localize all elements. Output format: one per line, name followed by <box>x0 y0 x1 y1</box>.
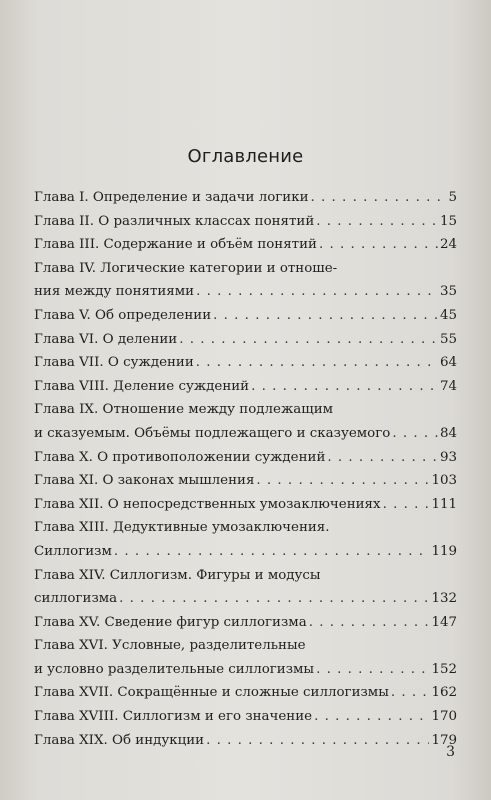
toc-entry-text: Глава IV. Логические категории и отноше- <box>34 260 338 276</box>
toc-leader-dots <box>314 705 429 729</box>
toc-entry-text: Глава III. Содержание и объём понятий <box>34 237 317 253</box>
toc-entry-page: 119 <box>431 543 457 559</box>
toc-entry-page: 84 <box>439 425 457 441</box>
toc-entry <box>34 564 457 588</box>
toc-leader-dots <box>119 587 429 611</box>
toc-entry-text: Глава I. Определение и задачи логики <box>34 190 309 205</box>
toc-leader-dots <box>251 375 438 399</box>
toc-entry-text: ния между понятиями <box>34 284 195 300</box>
toc-entry <box>34 516 457 540</box>
toc-entry <box>34 375 457 399</box>
toc-entry <box>34 233 457 257</box>
toc-entry <box>34 398 457 422</box>
toc-entry-page: 152 <box>431 661 457 677</box>
toc-entry-text: Глава XVII. Сокращённые и сложные силлогизмы <box>34 685 389 701</box>
toc-leader-dots <box>213 304 438 328</box>
toc-entry-text: и сказуемым. Объёмы подлежащего и сказуемого <box>34 425 391 441</box>
toc-entry-text: Глава XVIII. Силлогизм и его значение <box>34 709 313 725</box>
toc-entry-text: Силлогизм <box>34 543 112 559</box>
toc-entry-page: 103 <box>431 473 457 489</box>
toc-entry-page: 55 <box>439 331 457 347</box>
toc-leader-dots <box>316 210 438 234</box>
toc-entry <box>34 705 457 729</box>
toc-entry <box>34 328 457 352</box>
toc-entry-text: Глава XIX. Об индукции <box>34 732 205 748</box>
toc-entry-page: 15 <box>439 213 457 229</box>
toc-entry <box>34 611 457 635</box>
toc-entry <box>34 587 457 611</box>
page-title: Оглавление <box>187 146 304 167</box>
toc-entry <box>34 634 457 658</box>
toc-leader-dots <box>196 280 438 304</box>
toc-entry <box>34 681 457 705</box>
toc-entry-text: Глава XIV. Силлогизм. Фигуры и модусы <box>34 567 321 583</box>
toc-entry-page: 64 <box>439 355 457 371</box>
toc-entry <box>34 257 457 281</box>
toc-entry-page: 74 <box>439 378 457 394</box>
toc-entry <box>34 729 457 753</box>
toc-entry-text: Глава IX. Отношение между подлежащим <box>34 402 334 418</box>
toc-entry <box>34 304 457 328</box>
toc-entry-page: 5 <box>448 190 457 205</box>
toc-entry <box>34 446 457 470</box>
toc-entry-page: 24 <box>439 237 457 253</box>
toc-entry-page: 170 <box>431 709 457 725</box>
toc-entry-page: 179 <box>431 732 457 748</box>
page-number: 3 <box>446 744 455 760</box>
toc-entry-page: 111 <box>431 496 457 512</box>
toc-entry <box>34 186 457 210</box>
toc-entry <box>34 210 457 234</box>
toc-entry-text: Глава VI. О делении <box>34 331 178 347</box>
toc-entry-text: Глава XIII. Дедуктивные умозаключения. <box>34 520 330 536</box>
toc-leader-dots <box>179 328 438 352</box>
toc-entry-page: 35 <box>439 284 457 300</box>
toc-leader-dots <box>309 611 430 635</box>
toc-entry-page: 93 <box>439 449 457 465</box>
toc-entry-text: Глава VII. О суждении <box>34 355 194 371</box>
toc-entry-page: 45 <box>439 307 457 323</box>
toc-entry-text: Глава X. О противоположении суждений <box>34 449 326 465</box>
toc-entry-text: Глава XI. О законах мышления <box>34 473 255 489</box>
toc-entry-text: Глава XII. О непосредственных умозаключениях <box>34 496 381 512</box>
toc-leader-dots <box>311 186 447 210</box>
toc-leader-dots <box>319 233 438 257</box>
toc-entry <box>34 493 457 517</box>
toc-entry-text: Глава V. Об определении <box>34 307 212 323</box>
toc-leader-dots <box>327 446 438 470</box>
toc-entry <box>34 280 457 304</box>
toc-entry <box>34 351 457 375</box>
toc-leader-dots <box>392 422 438 446</box>
toc-entry <box>34 658 457 682</box>
toc-entry-text: Глава XVI. Условные, разделительные <box>34 638 306 654</box>
toc-leader-dots <box>206 729 429 753</box>
toc-entry-text: и условно разделительные силлогизмы <box>34 661 315 677</box>
toc-entry <box>34 469 457 493</box>
toc-leader-dots <box>391 681 430 705</box>
toc-entry <box>34 422 457 446</box>
toc-entry <box>34 540 457 564</box>
toc-leader-dots <box>256 469 429 493</box>
toc-entry-page: 162 <box>431 685 457 701</box>
toc-entry-text: Глава II. О различных классах понятий <box>34 213 315 229</box>
toc-entry-text: Глава XV. Сведение фигур силлогизма <box>34 614 307 630</box>
toc-leader-dots <box>383 493 430 517</box>
toc-leader-dots <box>316 658 429 682</box>
toc-entry-text: силлогизма <box>34 591 118 607</box>
table-of-contents <box>34 186 457 752</box>
toc-entry-text: Глава VIII. Деление суждений <box>34 378 250 394</box>
toc-entry-page: 132 <box>431 591 457 607</box>
toc-leader-dots <box>196 351 438 375</box>
toc-leader-dots <box>114 540 430 564</box>
toc-entry-page: 147 <box>431 614 457 630</box>
